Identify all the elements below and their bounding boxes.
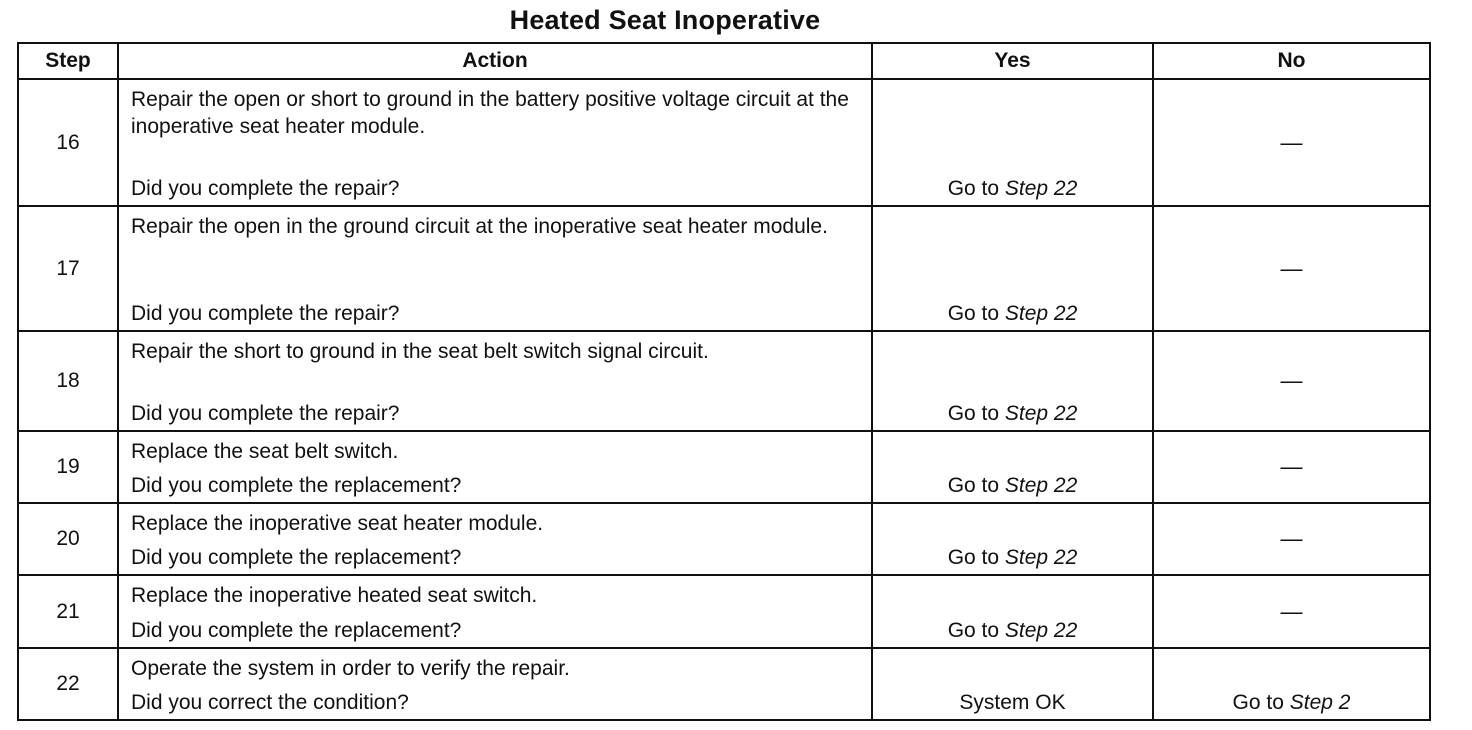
- action-question: Did you complete the replacement?: [131, 546, 462, 569]
- table-row: [18, 503, 1430, 575]
- action-cell: [118, 431, 872, 503]
- step-number: 17: [18, 206, 118, 331]
- header-action: Action: [118, 43, 872, 79]
- yes-prefix: Go to: [947, 619, 1005, 642]
- table-row: [18, 79, 1430, 206]
- action-instruction: Replace the inoperative heated seat switch.: [131, 584, 538, 607]
- step-number: 18: [18, 331, 118, 431]
- yes-cell: [872, 331, 1153, 431]
- yes-step-link[interactable]: Step 22: [1004, 619, 1078, 642]
- no-cell: [1153, 79, 1430, 206]
- action-question: Did you complete the repair?: [131, 177, 400, 200]
- yes-prefix: Go to: [947, 474, 1005, 497]
- action-instruction: Repair the open in the ground circuit at the inoperative seat heater module.: [131, 215, 828, 238]
- no-cell: [1153, 648, 1430, 720]
- yes-cell: [872, 575, 1153, 648]
- no-cell: [1153, 331, 1430, 431]
- action-cell: [118, 648, 872, 720]
- action-instruction: Repair the short to ground in the seat belt switch signal circuit.: [131, 340, 709, 363]
- header-no: No: [1153, 43, 1430, 79]
- action-cell: [118, 331, 872, 431]
- yes-prefix: Go to: [947, 302, 1005, 325]
- yes-cell: [872, 431, 1153, 503]
- yes-step-link[interactable]: Step 22: [1004, 302, 1078, 325]
- yes-cell: [872, 648, 1153, 720]
- table-row: [18, 331, 1430, 431]
- table-row: [18, 575, 1430, 648]
- table-row: [18, 648, 1430, 720]
- action-instruction: Repair the open or short to ground in the battery positive voltage circuit at the inoperative seat heater module.: [131, 88, 849, 138]
- yes-cell: [872, 79, 1153, 206]
- step-number: 22: [18, 648, 118, 720]
- action-question: Did you complete the repair?: [131, 302, 400, 325]
- step-number: 20: [18, 503, 118, 575]
- action-instruction: Operate the system in order to verify the repair.: [131, 657, 570, 680]
- no-dash: —: [1280, 598, 1303, 624]
- yes-step-link[interactable]: Step 22: [1004, 546, 1078, 569]
- action-instruction: Replace the inoperative seat heater module.: [131, 512, 544, 535]
- action-question: Did you complete the repair?: [131, 402, 400, 425]
- no-cell: [1153, 575, 1430, 648]
- no-dash: —: [1280, 255, 1303, 281]
- yes-step-link[interactable]: Step 22: [1004, 402, 1078, 425]
- action-question: Did you complete the replacement?: [131, 474, 462, 497]
- no-cell: [1153, 431, 1430, 503]
- no-step-link[interactable]: Step 2: [1289, 691, 1351, 714]
- table-row: [18, 206, 1430, 331]
- yes-cell: [872, 206, 1153, 331]
- yes-prefix: Go to: [947, 177, 1005, 200]
- action-cell: [118, 575, 872, 648]
- step-number: 16: [18, 79, 118, 206]
- diagnostic-table: [17, 42, 1431, 721]
- no-dash: —: [1280, 368, 1303, 393]
- step-number: 21: [18, 575, 118, 648]
- yes-step-link[interactable]: Step 22: [1004, 474, 1078, 497]
- header-row: [18, 43, 1430, 79]
- step-number: 19: [18, 431, 118, 503]
- table-row: [18, 431, 1430, 503]
- action-question: Did you complete the replacement?: [131, 619, 462, 642]
- header-step: Step: [18, 43, 118, 79]
- no-dash: —: [1280, 454, 1303, 479]
- action-cell: [118, 79, 872, 206]
- yes-step-link[interactable]: Step 22: [1004, 177, 1078, 200]
- no-dash: —: [1280, 526, 1303, 551]
- no-cell: [1153, 206, 1430, 331]
- no-prefix: Go to: [1232, 691, 1290, 714]
- page-title: Heated Seat Inoperative: [509, 5, 821, 35]
- yes-result: System OK: [959, 691, 1066, 714]
- header-yes: Yes: [872, 43, 1153, 79]
- no-cell: [1153, 503, 1430, 575]
- action-cell: [118, 206, 872, 331]
- no-dash: —: [1280, 129, 1303, 155]
- yes-prefix: Go to: [947, 402, 1005, 425]
- action-instruction: Replace the seat belt switch.: [131, 440, 399, 463]
- yes-cell: [872, 503, 1153, 575]
- action-cell: [118, 503, 872, 575]
- yes-prefix: Go to: [947, 546, 1005, 569]
- action-question: Did you correct the condition?: [131, 691, 409, 714]
